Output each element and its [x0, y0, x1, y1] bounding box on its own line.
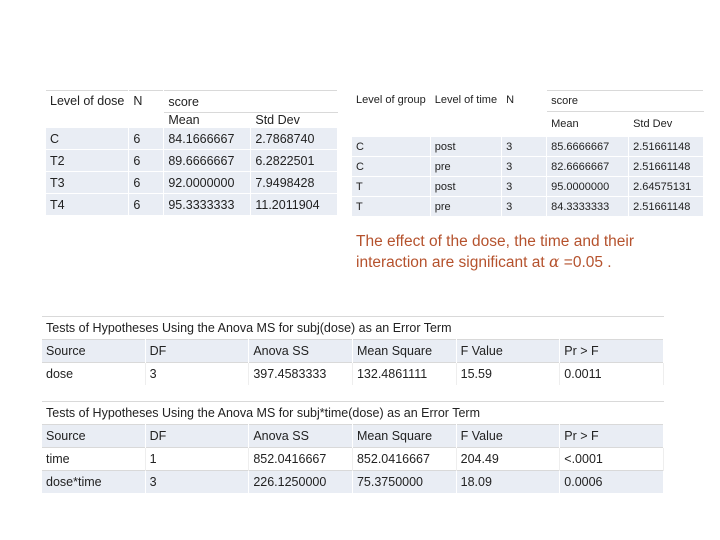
mean-cell: 84.3333333	[547, 197, 629, 217]
n-header: N	[502, 91, 547, 137]
std-cell: 2.51661148	[629, 157, 704, 177]
f-value-header: F Value	[456, 425, 560, 448]
alpha-symbol: α	[549, 253, 560, 271]
note-text-after: =0.05 .	[559, 254, 612, 271]
f-value-cell: 15.59	[456, 363, 560, 386]
dose-summary-table	[46, 90, 338, 215]
level-cell: T2	[46, 150, 129, 172]
std-dev-header: Std Dev	[629, 112, 704, 137]
mean-header: Mean	[547, 112, 629, 137]
header-row	[42, 425, 664, 448]
mean-cell: 84.1666667	[164, 128, 251, 150]
table-row	[46, 128, 338, 150]
group-cell: T	[352, 197, 430, 217]
anova-caption: Tests of Hypotheses Using the Anova MS for subj*time(dose) as an Error Term	[42, 402, 664, 425]
anova-ss-cell: 226.1250000	[249, 471, 353, 494]
mean-cell: 95.3333333	[164, 194, 251, 216]
mean-cell: 89.6666667	[164, 150, 251, 172]
mean-square-header: Mean Square	[352, 425, 456, 448]
table-row	[352, 177, 704, 197]
n-cell: 3	[502, 137, 547, 157]
mean-cell: 82.6666667	[547, 157, 629, 177]
n-cell: 6	[129, 194, 164, 216]
df-cell: 3	[145, 471, 249, 494]
table-row	[352, 157, 704, 177]
group-cell: T	[352, 177, 430, 197]
table-row	[352, 137, 704, 157]
pr-f-header: Pr > F	[560, 425, 664, 448]
n-cell: 6	[129, 150, 164, 172]
score-header: score	[164, 91, 338, 113]
group-time-summary-table	[352, 90, 704, 216]
df-header: DF	[145, 340, 249, 363]
n-cell: 3	[502, 197, 547, 217]
std-cell: 6.2822501	[251, 150, 338, 172]
mean-cell: 92.0000000	[164, 172, 251, 194]
std-cell: 2.51661148	[629, 137, 704, 157]
table-row	[46, 150, 338, 172]
n-cell: 6	[129, 172, 164, 194]
pr-f-cell: <.0001	[560, 448, 664, 471]
df-cell: 1	[145, 448, 249, 471]
header-row	[42, 340, 664, 363]
note-text-before: The effect of the dose, the time and their interaction are significant at	[356, 233, 635, 271]
n-cell: 3	[502, 177, 547, 197]
df-header: DF	[145, 425, 249, 448]
anova-time-table	[42, 401, 664, 493]
time-cell: post	[430, 177, 501, 197]
table-row	[352, 197, 704, 217]
source-cell: dose*time	[42, 471, 145, 494]
level-of-time-header: Level of time	[430, 91, 501, 137]
table-row	[42, 363, 664, 386]
source-cell: time	[42, 448, 145, 471]
time-cell: pre	[430, 157, 501, 177]
significance-note	[356, 231, 686, 273]
score-header: score	[547, 91, 704, 112]
n-cell: 6	[129, 128, 164, 150]
anova-ss-cell: 852.0416667	[249, 448, 353, 471]
mean-cell: 85.6666667	[547, 137, 629, 157]
f-value-cell: 204.49	[456, 448, 560, 471]
level-cell: C	[46, 128, 129, 150]
source-header: Source	[42, 425, 145, 448]
table-row	[46, 194, 338, 216]
group-cell: C	[352, 157, 430, 177]
time-cell: post	[430, 137, 501, 157]
anova-ss-header: Anova SS	[249, 340, 353, 363]
level-cell: T3	[46, 172, 129, 194]
level-cell: T4	[46, 194, 129, 216]
df-cell: 3	[145, 363, 249, 386]
anova-caption: Tests of Hypotheses Using the Anova MS for subj(dose) as an Error Term	[42, 317, 664, 340]
anova-ss-cell: 397.4583333	[249, 363, 353, 386]
std-cell: 2.64575131	[629, 177, 704, 197]
std-cell: 2.7868740	[251, 128, 338, 150]
n-header: N	[129, 91, 164, 128]
mean-cell: 95.0000000	[547, 177, 629, 197]
n-cell: 3	[502, 157, 547, 177]
mean-square-cell: 132.4861111	[352, 363, 456, 386]
f-value-header: F Value	[456, 340, 560, 363]
time-cell: pre	[430, 197, 501, 217]
f-value-cell: 18.09	[456, 471, 560, 494]
pr-f-cell: 0.0011	[560, 363, 664, 386]
anova-ss-header: Anova SS	[249, 425, 353, 448]
mean-square-header: Mean Square	[352, 340, 456, 363]
pr-f-cell: 0.0006	[560, 471, 664, 494]
table-row	[46, 172, 338, 194]
pr-f-header: Pr > F	[560, 340, 664, 363]
std-dev-header: Std Dev	[251, 113, 338, 128]
mean-square-cell: 852.0416667	[352, 448, 456, 471]
std-cell: 11.2011904	[251, 194, 338, 216]
group-cell: C	[352, 137, 430, 157]
table-row	[42, 471, 664, 494]
level-of-group-header: Level of group	[352, 91, 430, 137]
mean-header: Mean	[164, 113, 251, 128]
table-row	[42, 448, 664, 471]
source-cell: dose	[42, 363, 145, 386]
mean-square-cell: 75.3750000	[352, 471, 456, 494]
std-cell: 7.9498428	[251, 172, 338, 194]
std-cell: 2.51661148	[629, 197, 704, 217]
source-header: Source	[42, 340, 145, 363]
anova-dose-table	[42, 316, 664, 385]
level-of-dose-header: Level of dose	[46, 91, 129, 128]
